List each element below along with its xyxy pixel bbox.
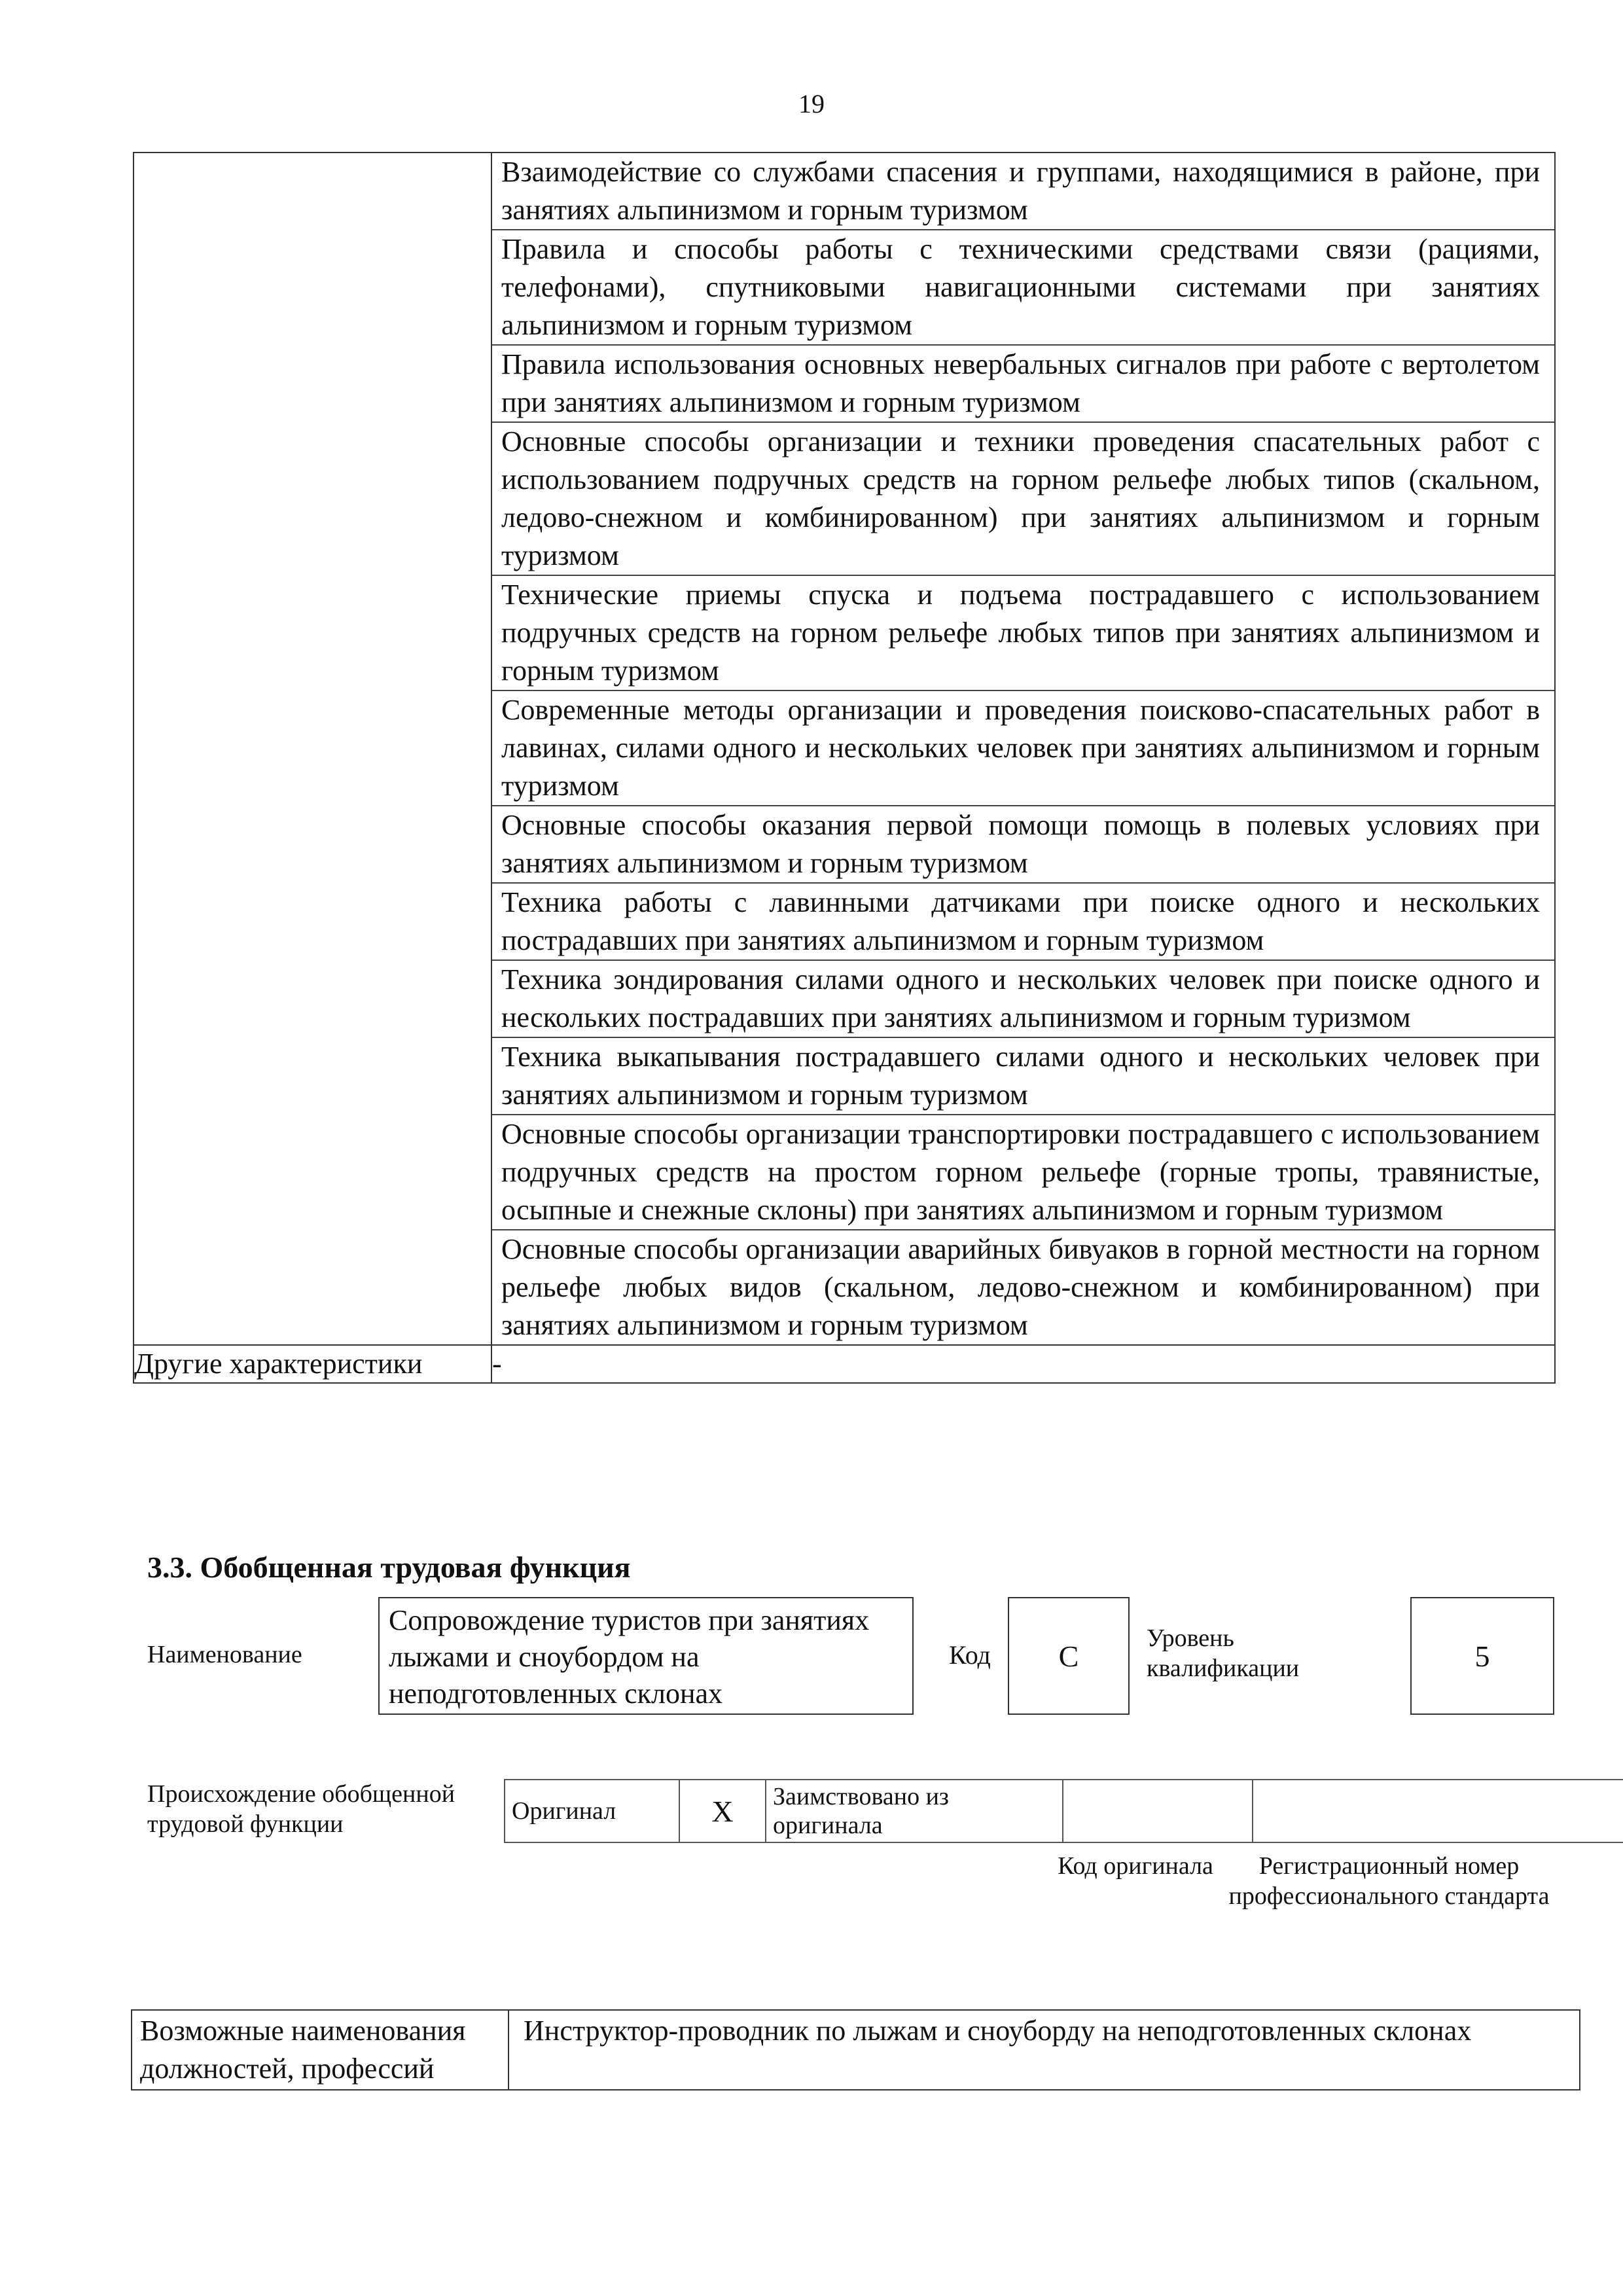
knowledge-item: Технические приемы спуска и подъема пострадавшего с использованием подручных средств на горном рельефе любых типов при занятиях альпинизмом и горным туризмом (492, 576, 1554, 691)
borrowed-label: Заимствовано из оригинала (766, 1780, 1063, 1842)
knowledge-table (133, 152, 1556, 1384)
knowledge-item: Современные методы организации и проведения поисково-спасательных работ в лавинах, силами одного и нескольких человек при занятиях альпинизмом и горным туризмом (492, 691, 1554, 806)
other-characteristics-row (134, 1345, 1555, 1383)
registration-number-cell (1253, 1780, 1623, 1842)
knowledge-item: Основные способы организации аварийных бивуаков в горной местности на горном рельефе любых видов (скальном, ледово-снежном и комбинированном) при занятиях альпинизмом и горным туризмом (501, 1233, 1540, 1341)
knowledge-item: Основные способы организации и техники проведения спасательных работ с использованием подручных средств на горном рельефе любых типов (скальном, ледово-снежном и комбинированном) при занятиях альпинизмом и горным туризмом (492, 423, 1554, 576)
knowledge-item: Взаимодействие со службами спасения и группами, находящимися в районе, при занятиях альпинизмом и горным туризмом (492, 153, 1554, 230)
section-title: 3.3. Обобщенная трудовая функция (147, 1551, 631, 1584)
positions-value: Инструктор-проводник по лыжам и сноуборду на неподготовленных склонах (508, 2010, 1580, 2090)
code-value: C (1008, 1597, 1130, 1715)
page-number: 19 (798, 89, 825, 118)
positions-row (132, 2010, 1580, 2090)
positions-table (131, 2009, 1580, 2090)
knowledge-item: Техника работы с лавинными датчиками при поиске одного и нескольких пострадавших при занятиях альпинизмом и горным туризмом (492, 884, 1554, 961)
knowledge-item: Правила использования основных невербальных сигналов при работе с вертолетом при занятиях альпинизмом и горным туризмом (492, 346, 1554, 423)
code-label: Код (949, 1640, 991, 1670)
knowledge-item: Основные способы оказания первой помощи помощь в полевых условиях при занятиях альпинизмом и горным туризмом (492, 806, 1554, 884)
other-characteristics-label: Другие характеристики (134, 1345, 491, 1383)
knowledge-item: Техника зондирования силами одного и нескольких человек при поиске одного и нескольких пострадавших при занятиях альпинизмом и горным туризмом (492, 961, 1554, 1038)
knowledge-item: Основные способы организации транспортировки пострадавшего с использованием подручных средств на простом горном рельефе (горные тропы, травянистые, осыпные и снежные склоны) при занятиях альпинизмом и горным туризмом (492, 1115, 1554, 1230)
original-mark: X (679, 1780, 766, 1842)
origin-label: Происхождение обобщенной трудовой функции (147, 1780, 455, 1838)
original-code-cell (1063, 1780, 1253, 1842)
origin-table (504, 1779, 1623, 1843)
level-value: 5 (1410, 1597, 1554, 1715)
level-label: Уровень квалификации (1147, 1624, 1300, 1682)
name-value: Сопровождение туристов при занятиях лыжами и сноубордом на неподготовленных склонах (378, 1597, 914, 1715)
name-label: Наименование (147, 1641, 302, 1668)
knowledge-row (134, 152, 1555, 1345)
original-code-caption: Код оригинала (1058, 1852, 1213, 1880)
original-label: Оригинал (505, 1780, 679, 1842)
knowledge-list-cell (491, 152, 1555, 1345)
knowledge-label-cell (134, 152, 491, 1345)
registration-number-caption: Регистрационный номер профессионального стандарта (1228, 1852, 1550, 1910)
knowledge-item: Техника выкапывания пострадавшего силами одного и нескольких человек при занятиях альпинизмом и горным туризмом (492, 1038, 1554, 1115)
other-characteristics-value: - (491, 1345, 1555, 1383)
origin-row (505, 1780, 1623, 1842)
knowledge-item: Правила и способы работы с техническими средствами связи (рациями, телефонами), спутниковыми навигационными системами при занятиях альпинизмом и горным туризмом (492, 230, 1554, 346)
positions-label: Возможные наименования должностей, профессий (132, 2010, 508, 2090)
